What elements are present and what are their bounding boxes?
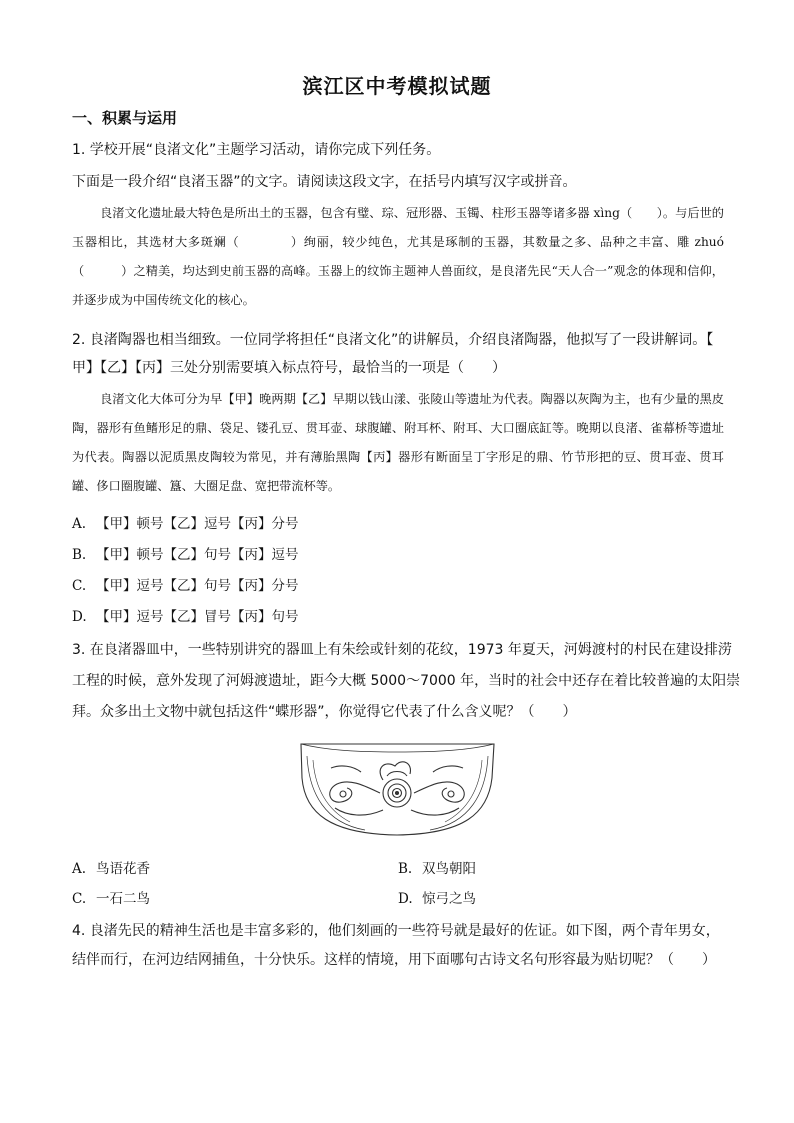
- question-4-stem-cont: 结伴而行，在河边结网捕鱼，十分快乐。这样的情境，用下面哪句古诗文名句形容最为贴切呢？（ ）: [72, 952, 716, 968]
- option-text: 双鸟朝阳: [422, 861, 476, 877]
- q3-option-b[interactable]: [398, 859, 476, 879]
- option-text: 惊弓之鸟: [422, 891, 476, 907]
- question-4-stem: 4. 良渚先民的精神生活也是丰富多彩的，他们刻画的一些符号就是最好的佐证。如下图，两个青年男女，: [72, 923, 720, 939]
- question-3-stem-end: 拜。众多出土文物中就包括这件“蝶形器”，你觉得它代表了什么含义呢？（ ）: [72, 704, 577, 720]
- option-text: 【甲】顿号【乙】逗号【丙】分号: [96, 516, 299, 532]
- q2-option-b[interactable]: [72, 545, 299, 565]
- question-2-stem-cont: 甲】【乙】【丙】三处分别需要填入标点符号，最恰当的一项是（ ）: [72, 360, 506, 376]
- option-letter: A.: [72, 861, 87, 877]
- q2-option-a[interactable]: [72, 514, 299, 534]
- question-1-passage: [72, 199, 724, 315]
- page-title: 滨江区中考模拟试题: [302, 74, 492, 98]
- question-1-instruction: 下面是一段介绍“良渚玉器”的文字。请阅读这段文字，在括号内填写汉字或拼音。: [72, 174, 577, 190]
- option-text: 鸟语花香: [96, 861, 150, 877]
- option-letter: B.: [398, 861, 413, 877]
- option-text: 【甲】逗号【乙】句号【丙】分号: [96, 578, 299, 594]
- q2-option-d[interactable]: [72, 607, 299, 627]
- q3-option-c[interactable]: [72, 889, 150, 909]
- question-2-stem: 2. 良渚陶器也相当细致。一位同学将担任“良渚文化”的讲解员，介绍良渚陶器，他拟写了一段讲解词。【: [72, 332, 714, 348]
- option-text: 【甲】逗号【乙】冒号【丙】句号: [96, 609, 299, 625]
- option-text: 【甲】顿号【乙】句号【丙】逗号: [96, 547, 299, 563]
- option-letter: C.: [72, 891, 87, 907]
- question-2-passage: [72, 385, 724, 501]
- q2-option-c[interactable]: [72, 576, 299, 596]
- q3-option-d[interactable]: [398, 889, 476, 909]
- option-letter: C.: [72, 578, 87, 594]
- passage-text: 良渚文化大体可分为早【甲】晚两期【乙】早期以钱山漾、张陵山等遗址为代表。陶器以灰陶为主，也有少量的黑皮陶，器形有鱼鳍形足的鼎、袋足、镂孔豆、贯耳壶、球腹罐、附耳杯、附耳、大口圈底缸等。晚期以良渚、雀幕桥等遗址为代表。陶器以泥质黑皮陶较为常见，并有薄胎黑陶【丙】器形有断面呈丁字形足的鼎、竹节形把的豆、贯耳壶、贯耳罐、侈口圈腹罐、簋、大圈足盘、宽把带流杯等。: [72, 392, 724, 493]
- question-3-stem-cont: 工程的时候，意外发现了河姆渡遗址，距今大概 5000～7000 年，当时的社会中还存在着比较普遍的太阳崇: [72, 673, 741, 689]
- option-letter: B.: [72, 547, 87, 563]
- passage-text: 良渚文化遗址最大特色是所出土的玉器，包含有璧、琮、冠形器、玉镯、柱形玉器等诸多器 xìng（ ）。与后世的玉器相比，其选材大多斑斓（ ）绚丽，较少纯色，尤其是琢制的玉器，其数量之多、品种之丰富、雕 zhuó（ ）之精美，均达到史前玉器的高峰。玉器上的纹饰主题神人兽面纹，是良渚先民“天人合一”观念的体现和信仰，并逐步成为中国传统文化的核心。: [72, 206, 724, 307]
- section-heading: 一、积累与运用: [72, 109, 178, 127]
- option-letter: D.: [398, 891, 413, 907]
- question-3-stem: 3. 在良渚器皿中，一些特别讲究的器皿上有朱绘或针刻的花纹，1973 年夏天，河姆渡村的村民在建设排涝: [72, 642, 732, 658]
- option-text: 一石二鸟: [96, 891, 150, 907]
- option-letter: A.: [72, 516, 87, 532]
- option-letter: D.: [72, 609, 87, 625]
- butterfly-artifact-drawing-icon: [295, 738, 500, 843]
- question-1-stem: 1. 学校开展“良渚文化”主题学习活动，请你完成下列任务。: [72, 142, 441, 158]
- q3-option-a[interactable]: [72, 859, 150, 879]
